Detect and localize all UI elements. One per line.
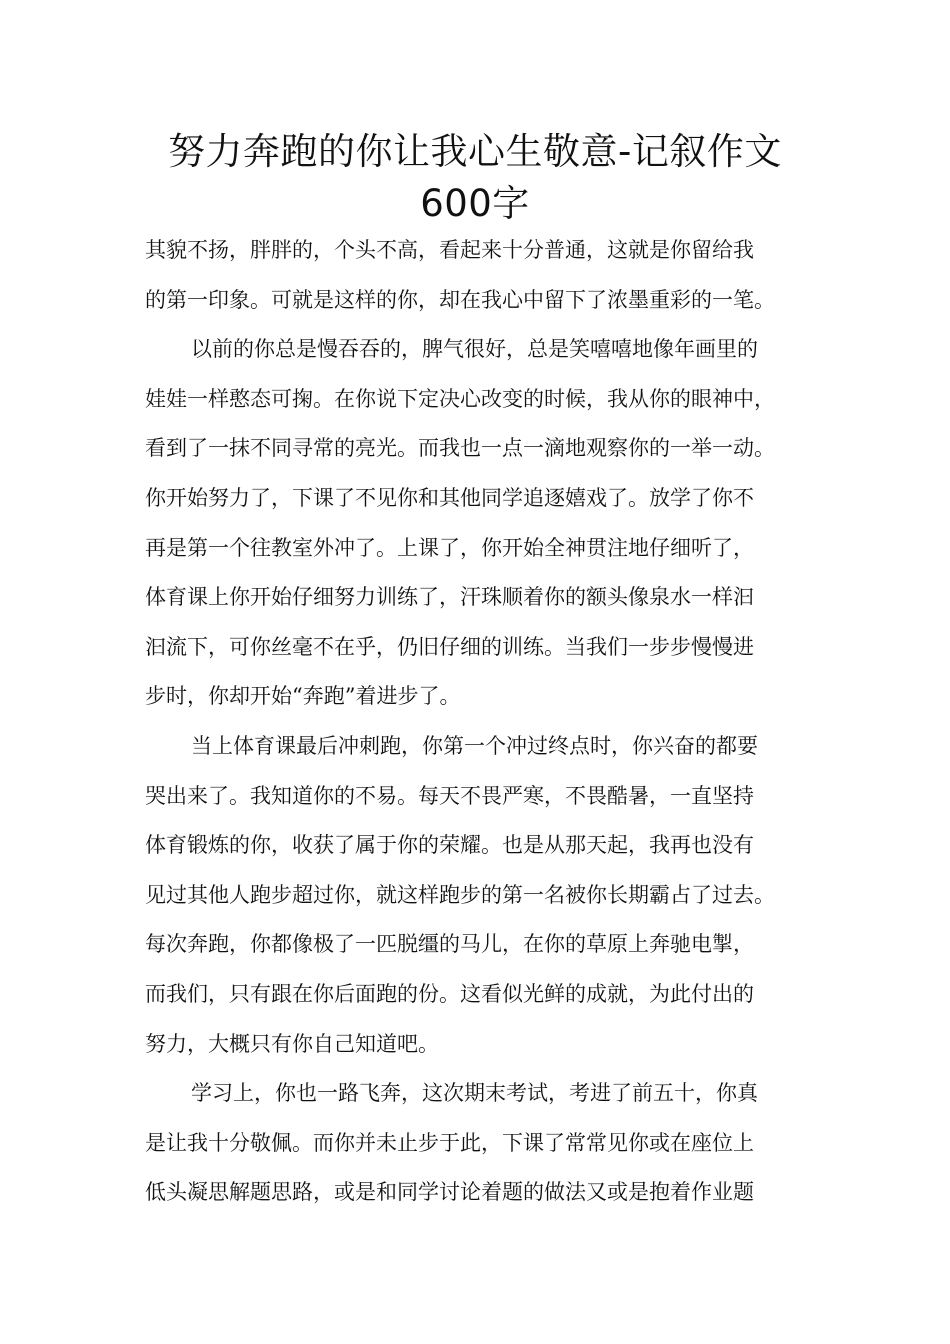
text-line: 体育锻炼的你，收获了属于你的荣耀。也是从那天起，我再也没有: [145, 833, 754, 858]
text-line: 看到了一抹不同寻常的亮光。而我也一点一滴地观察你的一举一动。: [145, 436, 775, 461]
text-line: 娃娃一样憨态可掬。在你说下定决心改变的时候，我从你的眼神中，: [145, 386, 775, 411]
text-line: 当上体育课最后冲刺跑，你第一个冲过终点时，你兴奋的都要: [191, 733, 758, 758]
text-line: 其貌不扬，胖胖的，个头不高，看起来十分普通，这就是你留给我: [145, 238, 754, 262]
title-line-1: 努力奔跑的你让我心生敬意-记叙作文: [168, 130, 782, 173]
text-line: 努力，大概只有你自己知道吧。: [145, 1031, 439, 1056]
text-line: 学习上，你也一路飞奔，这次期末考试，考进了前五十，你真: [191, 1081, 758, 1106]
document-title: [100, 126, 850, 230]
text-line: 低头凝思解题思路，或是和同学讨论着题的做法又或是抱着作业题: [145, 1180, 754, 1205]
text-line: 每次奔跑，你都像极了一匹脱缰的马儿，在你的草原上奔驰电掣，: [145, 932, 754, 957]
text-line: 汩流下，可你丝毫不在乎，仍旧仔细的训练。当我们一步步慢慢进: [145, 634, 754, 659]
text-line: 再是第一个往教室外冲了。上课了，你开始全神贯注地仔细听了，: [145, 535, 754, 560]
text-line: 体育课上你开始仔细努力训练了，汗珠顺着你的额头像泉水一样汩: [145, 585, 754, 610]
title-line-2: 600字: [420, 182, 530, 225]
text-line: 是让我十分敬佩。而你并未止步于此，下课了常常见你或在座位上: [145, 1130, 754, 1155]
text-line: 哭出来了。我知道你的不易。每天不畏严寒，不畏酷暑，一直坚持: [145, 783, 754, 808]
text-line: 步时，你却开始“奔跑”着进步了。: [145, 684, 461, 709]
text-line: 你开始努力了，下课了不见你和其他同学追逐嬉戏了。放学了你不: [145, 485, 754, 510]
text-line: 而我们，只有跟在你后面跑的份。这看似光鲜的成就，为此付出的: [145, 981, 754, 1006]
text-line: 的第一印象。可就是这样的你，却在我心中留下了浓墨重彩的一笔。: [145, 287, 775, 312]
text-line: 见过其他人跑步超过你，就这样跑步的第一名被你长期霸占了过去。: [145, 882, 775, 907]
text-line: 以前的你总是慢吞吞的，脾气很好，总是笑嘻嘻地像年画里的: [191, 337, 758, 362]
essay-body: [145, 226, 817, 1218]
